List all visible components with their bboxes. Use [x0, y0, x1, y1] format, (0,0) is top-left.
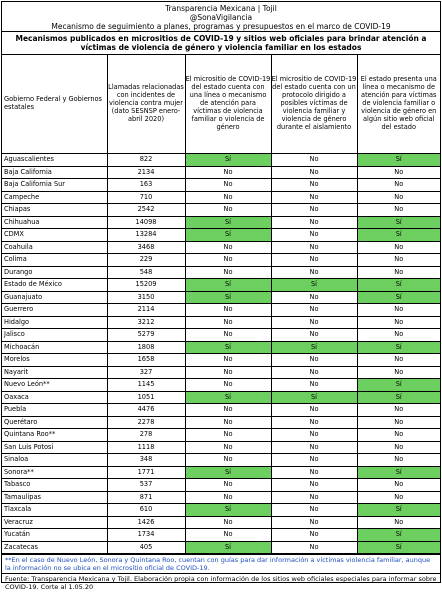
footnote: [2, 554, 440, 573]
footnote-text: **En el caso de Nuevo León, Sonora y Quintana Roo, cuentan con guías para dar información a víctimas violencia familiar, aunque la información no se ubica en el micrositio oficial de COVID-19.: [5, 556, 431, 572]
cell-micrositio-line: No: [185, 191, 271, 204]
cell-official-site-line: No: [357, 454, 440, 467]
cell-calls: 3150: [107, 291, 185, 304]
cell-calls: 3212: [107, 316, 185, 329]
cell-micrositio-line: No: [185, 491, 271, 504]
cell-calls: 610: [107, 504, 185, 517]
cell-state: Campeche: [2, 191, 107, 204]
cell-state: Zacatecas: [2, 541, 107, 554]
cell-state: CDMX: [2, 229, 107, 242]
cell-micrositio-protocol: No: [271, 154, 357, 167]
cell-micrositio-protocol: No: [271, 304, 357, 317]
cell-micrositio-line: No: [185, 429, 271, 442]
cell-calls: 710: [107, 191, 185, 204]
table-row: [2, 441, 440, 454]
cell-official-site-line: No: [357, 304, 440, 317]
cell-calls: 1118: [107, 441, 185, 454]
table-row: [2, 204, 440, 217]
cell-micrositio-protocol: No: [271, 366, 357, 379]
table-row: [2, 341, 440, 354]
cell-official-site-line: No: [357, 416, 440, 429]
cell-official-site-line: Sí: [357, 229, 440, 242]
cell-state: Colima: [2, 254, 107, 267]
cell-calls: 163: [107, 179, 185, 192]
cell-micrositio-protocol: No: [271, 504, 357, 517]
cell-official-site-line: No: [357, 204, 440, 217]
cell-micrositio-line: No: [185, 416, 271, 429]
cell-micrositio-line: No: [185, 516, 271, 529]
table-row: [2, 391, 440, 404]
cell-micrositio-line: Sí: [185, 391, 271, 404]
cell-micrositio-line: Sí: [185, 291, 271, 304]
cell-state: Sinaloa: [2, 454, 107, 467]
table-row: [2, 154, 440, 167]
cell-calls: 348: [107, 454, 185, 467]
cell-official-site-line: No: [357, 516, 440, 529]
cell-official-site-line: No: [357, 191, 440, 204]
table-row: [2, 304, 440, 317]
table-row: [2, 241, 440, 254]
column-header-official-site-line: El estado presenta una línea o mecanismo de atención para víctimas de violencia familiar o violencia de género en algún sitio web oficial del estado: [357, 55, 440, 154]
cell-micrositio-line: No: [185, 479, 271, 492]
cell-calls: 1051: [107, 391, 185, 404]
cell-official-site-line: Sí: [357, 291, 440, 304]
cell-official-site-line: No: [357, 266, 440, 279]
cell-micrositio-line: No: [185, 366, 271, 379]
cell-micrositio-line: No: [185, 441, 271, 454]
cell-state: Puebla: [2, 404, 107, 417]
column-header-calls: Llamadas relacionadas con incidentes de violencia contra mujer (dato SESNSP enero-abril 2020): [107, 55, 185, 154]
table-row: [2, 366, 440, 379]
cell-calls: 822: [107, 154, 185, 167]
cell-micrositio-line: Sí: [185, 279, 271, 292]
cell-micrositio-line: Sí: [185, 341, 271, 354]
cell-micrositio-protocol: No: [271, 441, 357, 454]
cell-calls: 1808: [107, 341, 185, 354]
cell-micrositio-protocol: No: [271, 329, 357, 342]
cell-micrositio-protocol: No: [271, 354, 357, 367]
cell-official-site-line: Sí: [357, 379, 440, 392]
cell-calls: 229: [107, 254, 185, 267]
document-header: [2, 2, 440, 31]
table-row: [2, 504, 440, 517]
table-body: [2, 154, 440, 554]
table-row: [2, 454, 440, 467]
cell-state: Querétaro: [2, 416, 107, 429]
header-line-3: Mecanismo de seguimiento a planes, programas y presupuestos en el marco de COVID-19: [51, 22, 391, 31]
cell-state: Oaxaca: [2, 391, 107, 404]
cell-calls: 2134: [107, 166, 185, 179]
table-row: [2, 416, 440, 429]
cell-micrositio-protocol: No: [271, 204, 357, 217]
cell-calls: 537: [107, 479, 185, 492]
document-page: [1, 1, 441, 591]
cell-micrositio-protocol: No: [271, 179, 357, 192]
table-row: [2, 479, 440, 492]
cell-micrositio-protocol: No: [271, 316, 357, 329]
cell-calls: 1771: [107, 466, 185, 479]
cell-official-site-line: No: [357, 404, 440, 417]
cell-state: Coahuila: [2, 241, 107, 254]
cell-micrositio-line: No: [185, 404, 271, 417]
cell-state: Jalisco: [2, 329, 107, 342]
cell-micrositio-line: No: [185, 254, 271, 267]
table-row: [2, 229, 440, 242]
cell-state: Durango: [2, 266, 107, 279]
cell-calls: 871: [107, 491, 185, 504]
table-row: [2, 466, 440, 479]
table-row: [2, 254, 440, 267]
cell-calls: 2542: [107, 204, 185, 217]
cell-state: Tamaulipas: [2, 491, 107, 504]
cell-micrositio-protocol: Sí: [271, 341, 357, 354]
cell-official-site-line: No: [357, 366, 440, 379]
cell-micrositio-protocol: No: [271, 291, 357, 304]
cell-state: Morelos: [2, 354, 107, 367]
cell-calls: 1426: [107, 516, 185, 529]
cell-state: Guerrero: [2, 304, 107, 317]
cell-official-site-line: Sí: [357, 341, 440, 354]
table-row: [2, 266, 440, 279]
cell-micrositio-protocol: No: [271, 529, 357, 542]
cell-state: Nayarit: [2, 366, 107, 379]
cell-state: Chihuahua: [2, 216, 107, 229]
column-header-micrositio-protocol: El micrositio de COVID-19 del estado cuenta con un protocolo dirigido a posibles víctimas de violencia familiar y violencia de género durante el aislamiento: [271, 55, 357, 154]
cell-calls: 1734: [107, 529, 185, 542]
table-row: [2, 316, 440, 329]
cell-micrositio-protocol: No: [271, 254, 357, 267]
cell-calls: 1658: [107, 354, 185, 367]
cell-micrositio-line: Sí: [185, 229, 271, 242]
cell-micrositio-line: No: [185, 354, 271, 367]
table-row: [2, 179, 440, 192]
cell-official-site-line: No: [357, 429, 440, 442]
cell-calls: 5279: [107, 329, 185, 342]
cell-state: San Luis Potosí: [2, 441, 107, 454]
table-row: [2, 529, 440, 542]
cell-micrositio-line: No: [185, 241, 271, 254]
cell-state: Tlaxcala: [2, 504, 107, 517]
data-table: [2, 55, 440, 554]
cell-micrositio-line: No: [185, 204, 271, 217]
cell-state: Baja California Sur: [2, 179, 107, 192]
cell-official-site-line: No: [357, 479, 440, 492]
cell-micrositio-line: Sí: [185, 466, 271, 479]
cell-micrositio-line: Sí: [185, 504, 271, 517]
cell-micrositio-protocol: No: [271, 466, 357, 479]
cell-micrositio-line: Sí: [185, 541, 271, 554]
cell-state: Sonora**: [2, 466, 107, 479]
cell-calls: 278: [107, 429, 185, 442]
cell-state: Michoacán: [2, 341, 107, 354]
cell-calls: 2114: [107, 304, 185, 317]
cell-micrositio-line: Sí: [185, 216, 271, 229]
cell-state: Guanajuato: [2, 291, 107, 304]
cell-state: Nuevo León**: [2, 379, 107, 392]
cell-micrositio-protocol: No: [271, 216, 357, 229]
table-row: [2, 429, 440, 442]
table-row: [2, 279, 440, 292]
cell-micrositio-protocol: No: [271, 516, 357, 529]
cell-calls: 1145: [107, 379, 185, 392]
cell-calls: 327: [107, 366, 185, 379]
cell-micrositio-line: No: [185, 179, 271, 192]
cell-micrositio-protocol: No: [271, 416, 357, 429]
cell-official-site-line: Sí: [357, 216, 440, 229]
table-row: [2, 354, 440, 367]
cell-state: Chiapas: [2, 204, 107, 217]
cell-state: Estado de México: [2, 279, 107, 292]
cell-calls: 4476: [107, 404, 185, 417]
cell-official-site-line: No: [357, 316, 440, 329]
cell-official-site-line: No: [357, 491, 440, 504]
cell-micrositio-protocol: No: [271, 404, 357, 417]
cell-official-site-line: Sí: [357, 541, 440, 554]
cell-micrositio-line: No: [185, 316, 271, 329]
cell-official-site-line: Sí: [357, 154, 440, 167]
header-line-1: Transparencia Mexicana | Tojil: [165, 4, 277, 13]
cell-micrositio-protocol: No: [271, 379, 357, 392]
cell-micrositio-protocol: No: [271, 229, 357, 242]
cell-calls: 15209: [107, 279, 185, 292]
table-row: [2, 166, 440, 179]
cell-official-site-line: Sí: [357, 466, 440, 479]
cell-calls: 14098: [107, 216, 185, 229]
cell-micrositio-line: No: [185, 304, 271, 317]
cell-official-site-line: Sí: [357, 504, 440, 517]
table-row: [2, 291, 440, 304]
table-row: [2, 404, 440, 417]
cell-calls: 2278: [107, 416, 185, 429]
cell-micrositio-protocol: No: [271, 479, 357, 492]
cell-official-site-line: Sí: [357, 529, 440, 542]
cell-official-site-line: No: [357, 179, 440, 192]
cell-micrositio-line: Sí: [185, 154, 271, 167]
cell-micrositio-protocol: Sí: [271, 391, 357, 404]
cell-calls: 405: [107, 541, 185, 554]
cell-official-site-line: No: [357, 241, 440, 254]
cell-calls: 548: [107, 266, 185, 279]
cell-state: Yucatán: [2, 529, 107, 542]
cell-micrositio-line: No: [185, 329, 271, 342]
source-note: Fuente: Transparencia Mexicana y Tojil. Elaboración propia con información de los sitios web oficiales especiales para informar sobre COVID-19. Corte al 1.05.20: [2, 573, 440, 592]
cell-state: Quintana Roo**: [2, 429, 107, 442]
cell-state: Aguascalientes: [2, 154, 107, 167]
cell-state: Hidalgo: [2, 316, 107, 329]
table-row: [2, 329, 440, 342]
table-title: Mecanismos publicados en micrositios de COVID-19 y sitios web oficiales para brindar atención a víctimas de violencia de género y violencia familiar en los estados: [2, 31, 440, 55]
cell-official-site-line: No: [357, 354, 440, 367]
table-row: [2, 541, 440, 554]
cell-micrositio-protocol: No: [271, 266, 357, 279]
table-row: [2, 191, 440, 204]
cell-micrositio-protocol: No: [271, 541, 357, 554]
cell-micrositio-protocol: Sí: [271, 279, 357, 292]
column-header-micrositio-line: El micrositio de COVID-19 del estado cuenta con una línea o mecanismo de atención para víctimas de violencia familiar o violencia de género: [185, 55, 271, 154]
cell-micrositio-line: No: [185, 266, 271, 279]
header-handle: @SonaVigilancia: [189, 13, 253, 22]
cell-micrositio-line: No: [185, 379, 271, 392]
cell-official-site-line: Sí: [357, 279, 440, 292]
cell-micrositio-protocol: No: [271, 191, 357, 204]
cell-state: Veracruz: [2, 516, 107, 529]
cell-official-site-line: No: [357, 254, 440, 267]
cell-calls: 3468: [107, 241, 185, 254]
table-row: [2, 379, 440, 392]
cell-micrositio-line: No: [185, 454, 271, 467]
cell-micrositio-protocol: No: [271, 491, 357, 504]
cell-micrositio-protocol: No: [271, 454, 357, 467]
column-header-state: Gobierno Federal y Gobiernos estatales: [2, 55, 107, 154]
cell-official-site-line: Sí: [357, 391, 440, 404]
table-header-row: [2, 55, 440, 154]
cell-official-site-line: No: [357, 166, 440, 179]
cell-micrositio-line: No: [185, 166, 271, 179]
cell-official-site-line: No: [357, 441, 440, 454]
cell-official-site-line: No: [357, 329, 440, 342]
cell-state: Baja California: [2, 166, 107, 179]
cell-micrositio-protocol: No: [271, 241, 357, 254]
cell-calls: 13284: [107, 229, 185, 242]
cell-micrositio-protocol: No: [271, 166, 357, 179]
cell-micrositio-protocol: No: [271, 429, 357, 442]
table-row: [2, 516, 440, 529]
cell-micrositio-line: No: [185, 529, 271, 542]
cell-state: Tabasco: [2, 479, 107, 492]
table-row: [2, 491, 440, 504]
table-row: [2, 216, 440, 229]
